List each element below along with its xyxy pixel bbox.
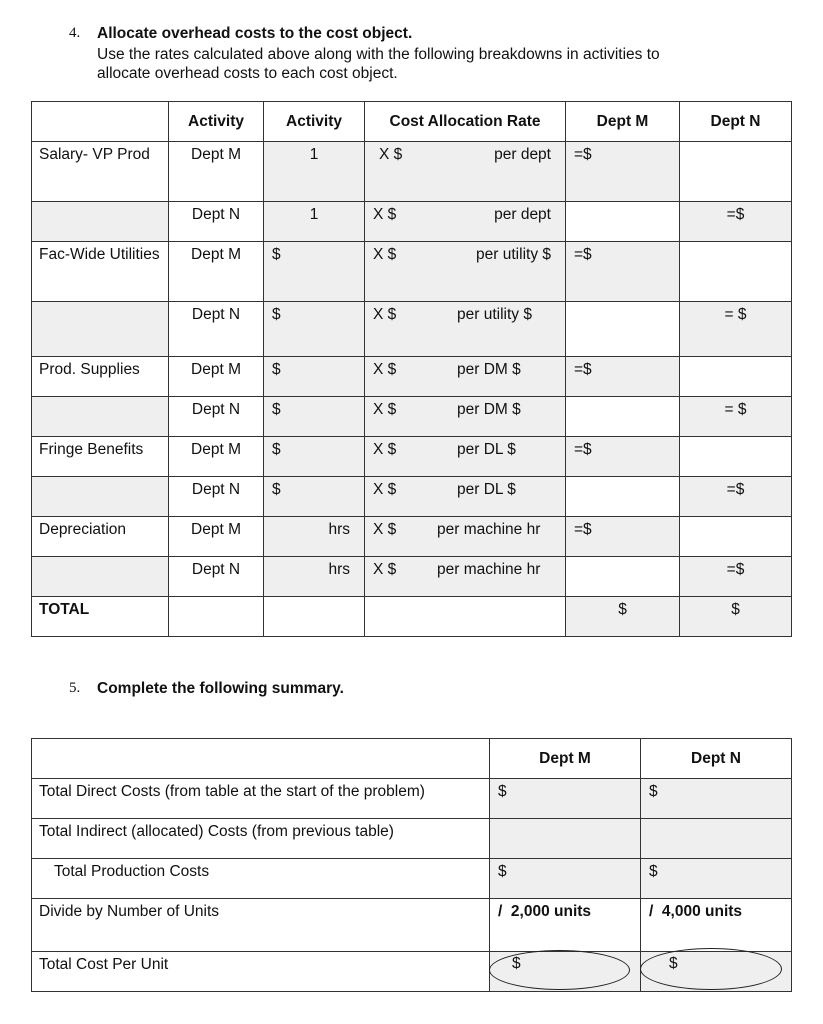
table-row xyxy=(32,357,792,397)
dept-n-cell xyxy=(680,517,792,557)
rate-unit: per dept xyxy=(494,146,551,163)
table-row xyxy=(32,202,792,242)
dept-n-cell[interactable]: =$ xyxy=(680,477,792,517)
rate-unit: per utility $ xyxy=(476,246,551,263)
activity-qty-cell[interactable]: hrs xyxy=(264,557,365,597)
rate-unit: per DL $ xyxy=(457,481,516,498)
cost-item-cell: Fringe Benefits xyxy=(32,437,169,477)
dept-n-cell[interactable]: = $ xyxy=(680,302,792,357)
allocation-header-activity-qty: Activity xyxy=(264,102,365,142)
activity-dept-cell: Dept M xyxy=(169,242,264,302)
table-row xyxy=(32,142,792,202)
dept-m-cell xyxy=(566,397,680,437)
activity-dept-cell: Dept M xyxy=(169,517,264,557)
activity-dept-cell: Dept M xyxy=(169,437,264,477)
activity-dept-cell: Dept M xyxy=(169,357,264,397)
rate-cell[interactable] xyxy=(365,302,566,357)
rate-cell[interactable] xyxy=(365,397,566,437)
activity-qty-cell[interactable]: $ xyxy=(264,437,365,477)
rate-prefix: X $ xyxy=(373,401,397,418)
summary-label: Total Production Costs xyxy=(32,859,490,899)
rate-cell[interactable] xyxy=(365,202,566,242)
dept-m-cell xyxy=(566,302,680,357)
activity-qty-cell[interactable]: hrs xyxy=(264,517,365,557)
cost-item-cell xyxy=(32,557,169,597)
rate-prefix: X $ xyxy=(373,206,397,223)
summary-dept-m-cell[interactable]: $ xyxy=(490,779,641,819)
section-5-title: Complete the following summary. xyxy=(97,680,344,697)
summary-dept-m-cell[interactable] xyxy=(490,819,641,859)
summary-dept-n-cell[interactable]: $ xyxy=(641,859,792,899)
table-row xyxy=(32,779,792,819)
rate-unit: per machine hr xyxy=(437,561,541,578)
activity-qty-cell[interactable]: 1 xyxy=(264,202,365,242)
summary-label: Total Indirect (allocated) Costs (from previous table) xyxy=(32,819,490,859)
dept-m-cell[interactable]: =$ xyxy=(566,437,680,477)
rate-prefix: X $ xyxy=(373,481,397,498)
rate-cell[interactable] xyxy=(365,517,566,557)
rate-prefix: X $ xyxy=(373,521,397,538)
activity-qty-cell[interactable]: 1 xyxy=(264,142,365,202)
total-label: TOTAL xyxy=(32,597,169,637)
summary-header-dept-n: Dept N xyxy=(641,739,792,779)
dept-m-cell[interactable]: =$ xyxy=(566,517,680,557)
rate-prefix: X $ xyxy=(379,146,403,163)
rate-prefix: X $ xyxy=(373,441,397,458)
summary-label: Divide by Number of Units xyxy=(32,899,490,952)
allocation-header-dept-m: Dept M xyxy=(566,102,680,142)
summary-dept-m-cell[interactable]: $ xyxy=(490,859,641,899)
dept-m-cell xyxy=(566,557,680,597)
dept-n-answer-circle xyxy=(640,948,782,990)
summary-dept-n-value: $ xyxy=(669,955,678,972)
total-empty-cell xyxy=(365,597,566,637)
activity-dept-cell: Dept N xyxy=(169,202,264,242)
activity-qty-cell[interactable]: $ xyxy=(264,357,365,397)
cost-item-cell: Fac-Wide Utilities xyxy=(32,242,169,302)
table-row xyxy=(32,397,792,437)
summary-dept-m-value: $ xyxy=(512,955,521,972)
allocation-header-item xyxy=(32,102,169,142)
rate-cell[interactable] xyxy=(365,357,566,397)
dept-m-cell[interactable]: =$ xyxy=(566,357,680,397)
allocation-table xyxy=(31,101,792,637)
section-4-instruction-line-2: allocate overhead costs to each cost object. xyxy=(97,65,398,82)
rate-unit: per dept xyxy=(494,206,551,223)
dept-n-cell[interactable]: = $ xyxy=(680,397,792,437)
summary-dept-m-units: / 2,000 units xyxy=(490,899,641,952)
summary-dept-n-cell[interactable] xyxy=(641,819,792,859)
total-empty-cell xyxy=(169,597,264,637)
table-row xyxy=(32,859,792,899)
cost-item-cell xyxy=(32,302,169,357)
dept-n-cell xyxy=(680,242,792,302)
cost-item-cell: Depreciation xyxy=(32,517,169,557)
section-5-number: 5. xyxy=(69,680,81,696)
summary-dept-n-cell[interactable]: $ xyxy=(641,779,792,819)
allocation-total-row xyxy=(32,597,792,637)
summary-header-blank xyxy=(32,739,490,779)
activity-qty-cell[interactable]: $ xyxy=(264,302,365,357)
activity-dept-cell: Dept N xyxy=(169,397,264,437)
rate-unit: per machine hr xyxy=(437,521,541,538)
activity-qty-cell[interactable]: $ xyxy=(264,397,365,437)
rate-prefix: X $ xyxy=(373,306,397,323)
total-dept-m-cell[interactable]: $ xyxy=(566,597,680,637)
summary-header-row xyxy=(32,739,792,779)
rate-unit: per DM $ xyxy=(457,361,521,378)
table-row xyxy=(32,517,792,557)
total-dept-n-cell[interactable]: $ xyxy=(680,597,792,637)
cost-item-cell xyxy=(32,397,169,437)
rate-prefix: X $ xyxy=(373,561,397,578)
allocation-header-dept-n: Dept N xyxy=(680,102,792,142)
table-row xyxy=(32,302,792,357)
cost-item-cell xyxy=(32,477,169,517)
rate-cell[interactable] xyxy=(365,242,566,302)
summary-dept-n-units: / 4,000 units xyxy=(641,899,792,952)
rate-cell[interactable] xyxy=(365,437,566,477)
cost-item-cell: Prod. Supplies xyxy=(32,357,169,397)
summary-label: Total Direct Costs (from table at the start of the problem) xyxy=(32,779,490,819)
allocation-header-rate: Cost Allocation Rate xyxy=(365,102,566,142)
rate-cell[interactable] xyxy=(365,142,566,202)
dept-m-cell xyxy=(566,477,680,517)
activity-dept-cell: Dept M xyxy=(169,142,264,202)
dept-m-answer-circle xyxy=(489,950,630,990)
section-4-instruction-line-1: Use the rates calculated above along with the following breakdowns in activities to xyxy=(97,46,660,63)
dept-m-cell[interactable]: =$ xyxy=(566,242,680,302)
dept-m-cell xyxy=(566,202,680,242)
table-row xyxy=(32,477,792,517)
dept-n-cell xyxy=(680,142,792,202)
cost-item-cell: Salary- VP Prod xyxy=(32,142,169,202)
dept-n-cell[interactable]: =$ xyxy=(680,202,792,242)
table-row xyxy=(32,242,792,302)
summary-header-dept-m: Dept M xyxy=(490,739,641,779)
activity-dept-cell: Dept N xyxy=(169,557,264,597)
activity-dept-cell: Dept N xyxy=(169,302,264,357)
rate-prefix: X $ xyxy=(373,361,397,378)
dept-n-cell xyxy=(680,437,792,477)
total-empty-cell xyxy=(264,597,365,637)
table-row xyxy=(32,819,792,859)
cost-item-cell xyxy=(32,202,169,242)
rate-cell[interactable] xyxy=(365,557,566,597)
table-row xyxy=(32,557,792,597)
rate-unit: per utility $ xyxy=(457,306,532,323)
dept-m-cell[interactable]: =$ xyxy=(566,142,680,202)
activity-qty-cell[interactable]: $ xyxy=(264,477,365,517)
activity-qty-cell[interactable]: $ xyxy=(264,242,365,302)
rate-cell[interactable] xyxy=(365,477,566,517)
rate-unit: per DM $ xyxy=(457,401,521,418)
activity-dept-cell: Dept N xyxy=(169,477,264,517)
rate-unit: per DL $ xyxy=(457,441,516,458)
section-4-title: Allocate overhead costs to the cost object. xyxy=(97,25,413,42)
table-row xyxy=(32,437,792,477)
dept-n-cell xyxy=(680,357,792,397)
allocation-header-row xyxy=(32,102,792,142)
table-row xyxy=(32,899,792,952)
dept-n-cell[interactable]: =$ xyxy=(680,557,792,597)
summary-label: Total Cost Per Unit xyxy=(32,952,490,992)
section-4-number: 4. xyxy=(69,25,81,41)
rate-prefix: X $ xyxy=(373,246,397,263)
allocation-header-activity: Activity xyxy=(169,102,264,142)
